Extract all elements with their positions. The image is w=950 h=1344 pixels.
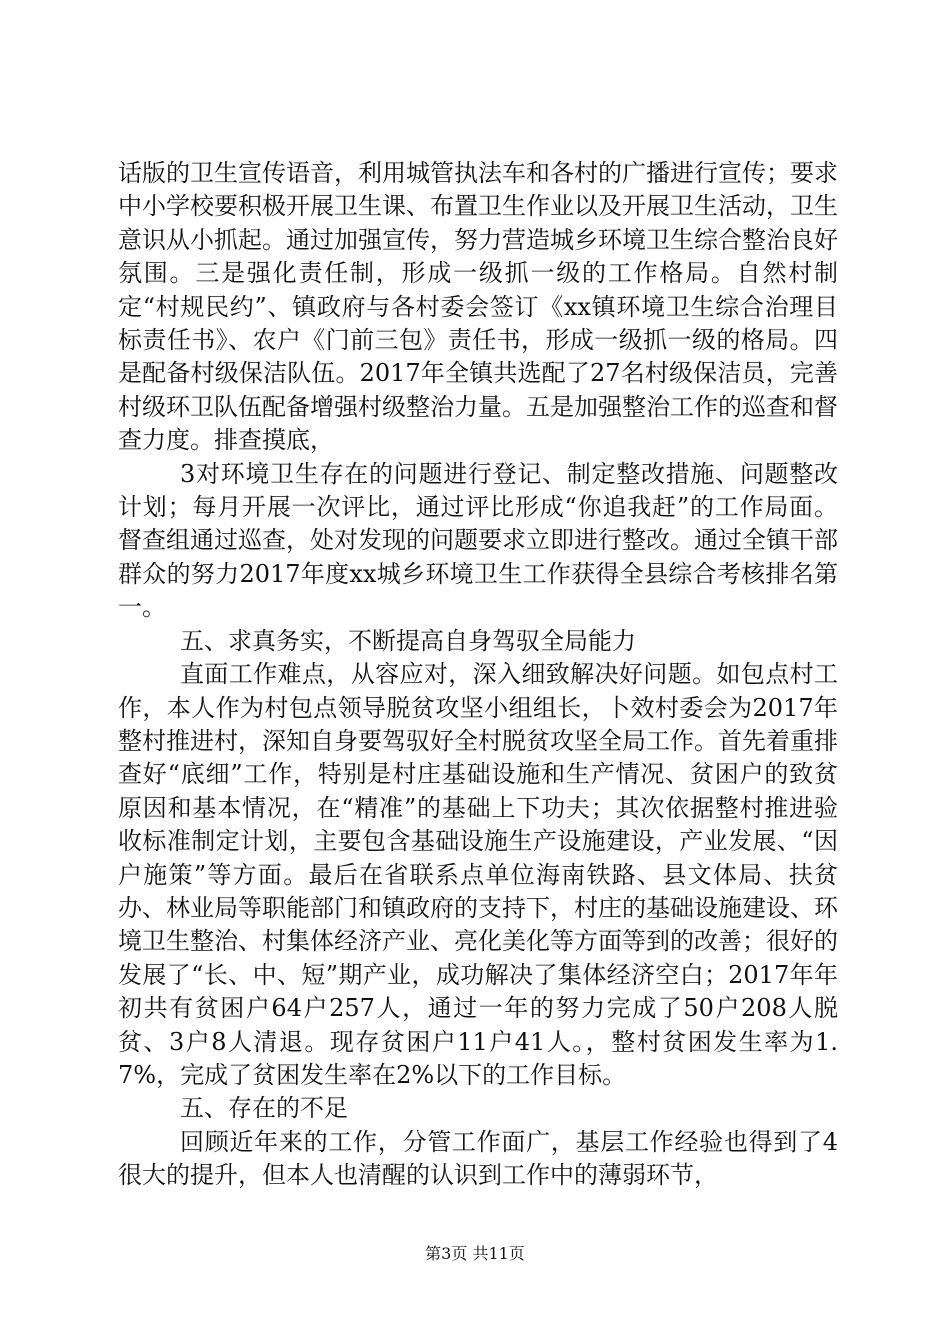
page-number-footer: 第3页 共11页 bbox=[425, 1244, 525, 1263]
section-heading: 五、存在的不足 bbox=[180, 1094, 348, 1123]
document-body bbox=[118, 157, 838, 1193]
paragraph: 直面工作难点，从容应对，深入细致解决好问题。如包点村工作，本人作为村包点领导脱贫攻坚小组组长，卜效村委会为2017年整村推进村，深知自身要驾驭好全村脱贫攻坚全局工作。首先着重排查好“底细”工作，特别是村庄基础设施和生产情况、贫困户的致贫原因和基本情况，在“精准”的基础上下功夫；其次依据整村推进验收标准制定计划，主要包含基础设施生产设施建设，产业发展、“因户施策”等方面。最后在省联系点单位海南铁路、县文体局、扶贫办、林业局等职能部门和镇政府的支持下，村庄的基础设施建设、环境卫生整治、村集体经济产业、亮化美化等方面等到的改善；很好的发展了“长、中、短”期产业，成功解决了集体经济空白；2017年年初共有贫困户64户257人，通过一年的努力完成了50户208人脱贫、3户8人清退。现存贫困户11户41人。，整村贫困发生率为1.7%，完成了贫困发生率在2%以下的工作目标。 bbox=[118, 660, 838, 1089]
paragraph: 话版的卫生宣传语音，利用城管执法车和各村的广播进行宣传；要求中小学校要积极开展卫生课、布置卫生作业以及开展卫生活动，卫生意识从小抓起。通过加强宣传，努力营造城乡环境卫生综合整治良好氛围。三是强化责任制，形成一级抓一级的工作格局。自然村制定“村规民约”、镇政府与各村委会签订《xx镇环境卫生综合治理目标责任书》、农户《门前三包》责任书，形成一级抓一级的格局。四是配备村级保洁队伍。2017年全镇共选配了27名村级保洁员，完善村级环卫队伍配备增强村级整治力量。五是加强整治工作的巡查和督查力度。排查摸底， bbox=[118, 159, 838, 455]
section-heading: 五、求真务实，不断提高自身驾驭全局能力 bbox=[180, 626, 636, 655]
paragraph: 回顾近年来的工作，分管工作面广，基层工作经验也得到了4很大的提升，但本人也清醒的认识到工作中的薄弱环节， bbox=[118, 1127, 838, 1190]
paragraph: 3对环境卫生存在的问题进行登记、制定整改措施、问题整改计划；每月开展一次评比，通过评比形成“你追我赶”的工作局面。督查组通过巡查，处对发现的问题要求立即进行整改。通过全镇干部群众的努力2017年度xx城乡环境卫生工作获得全县综合考核排名第一。 bbox=[118, 459, 838, 622]
